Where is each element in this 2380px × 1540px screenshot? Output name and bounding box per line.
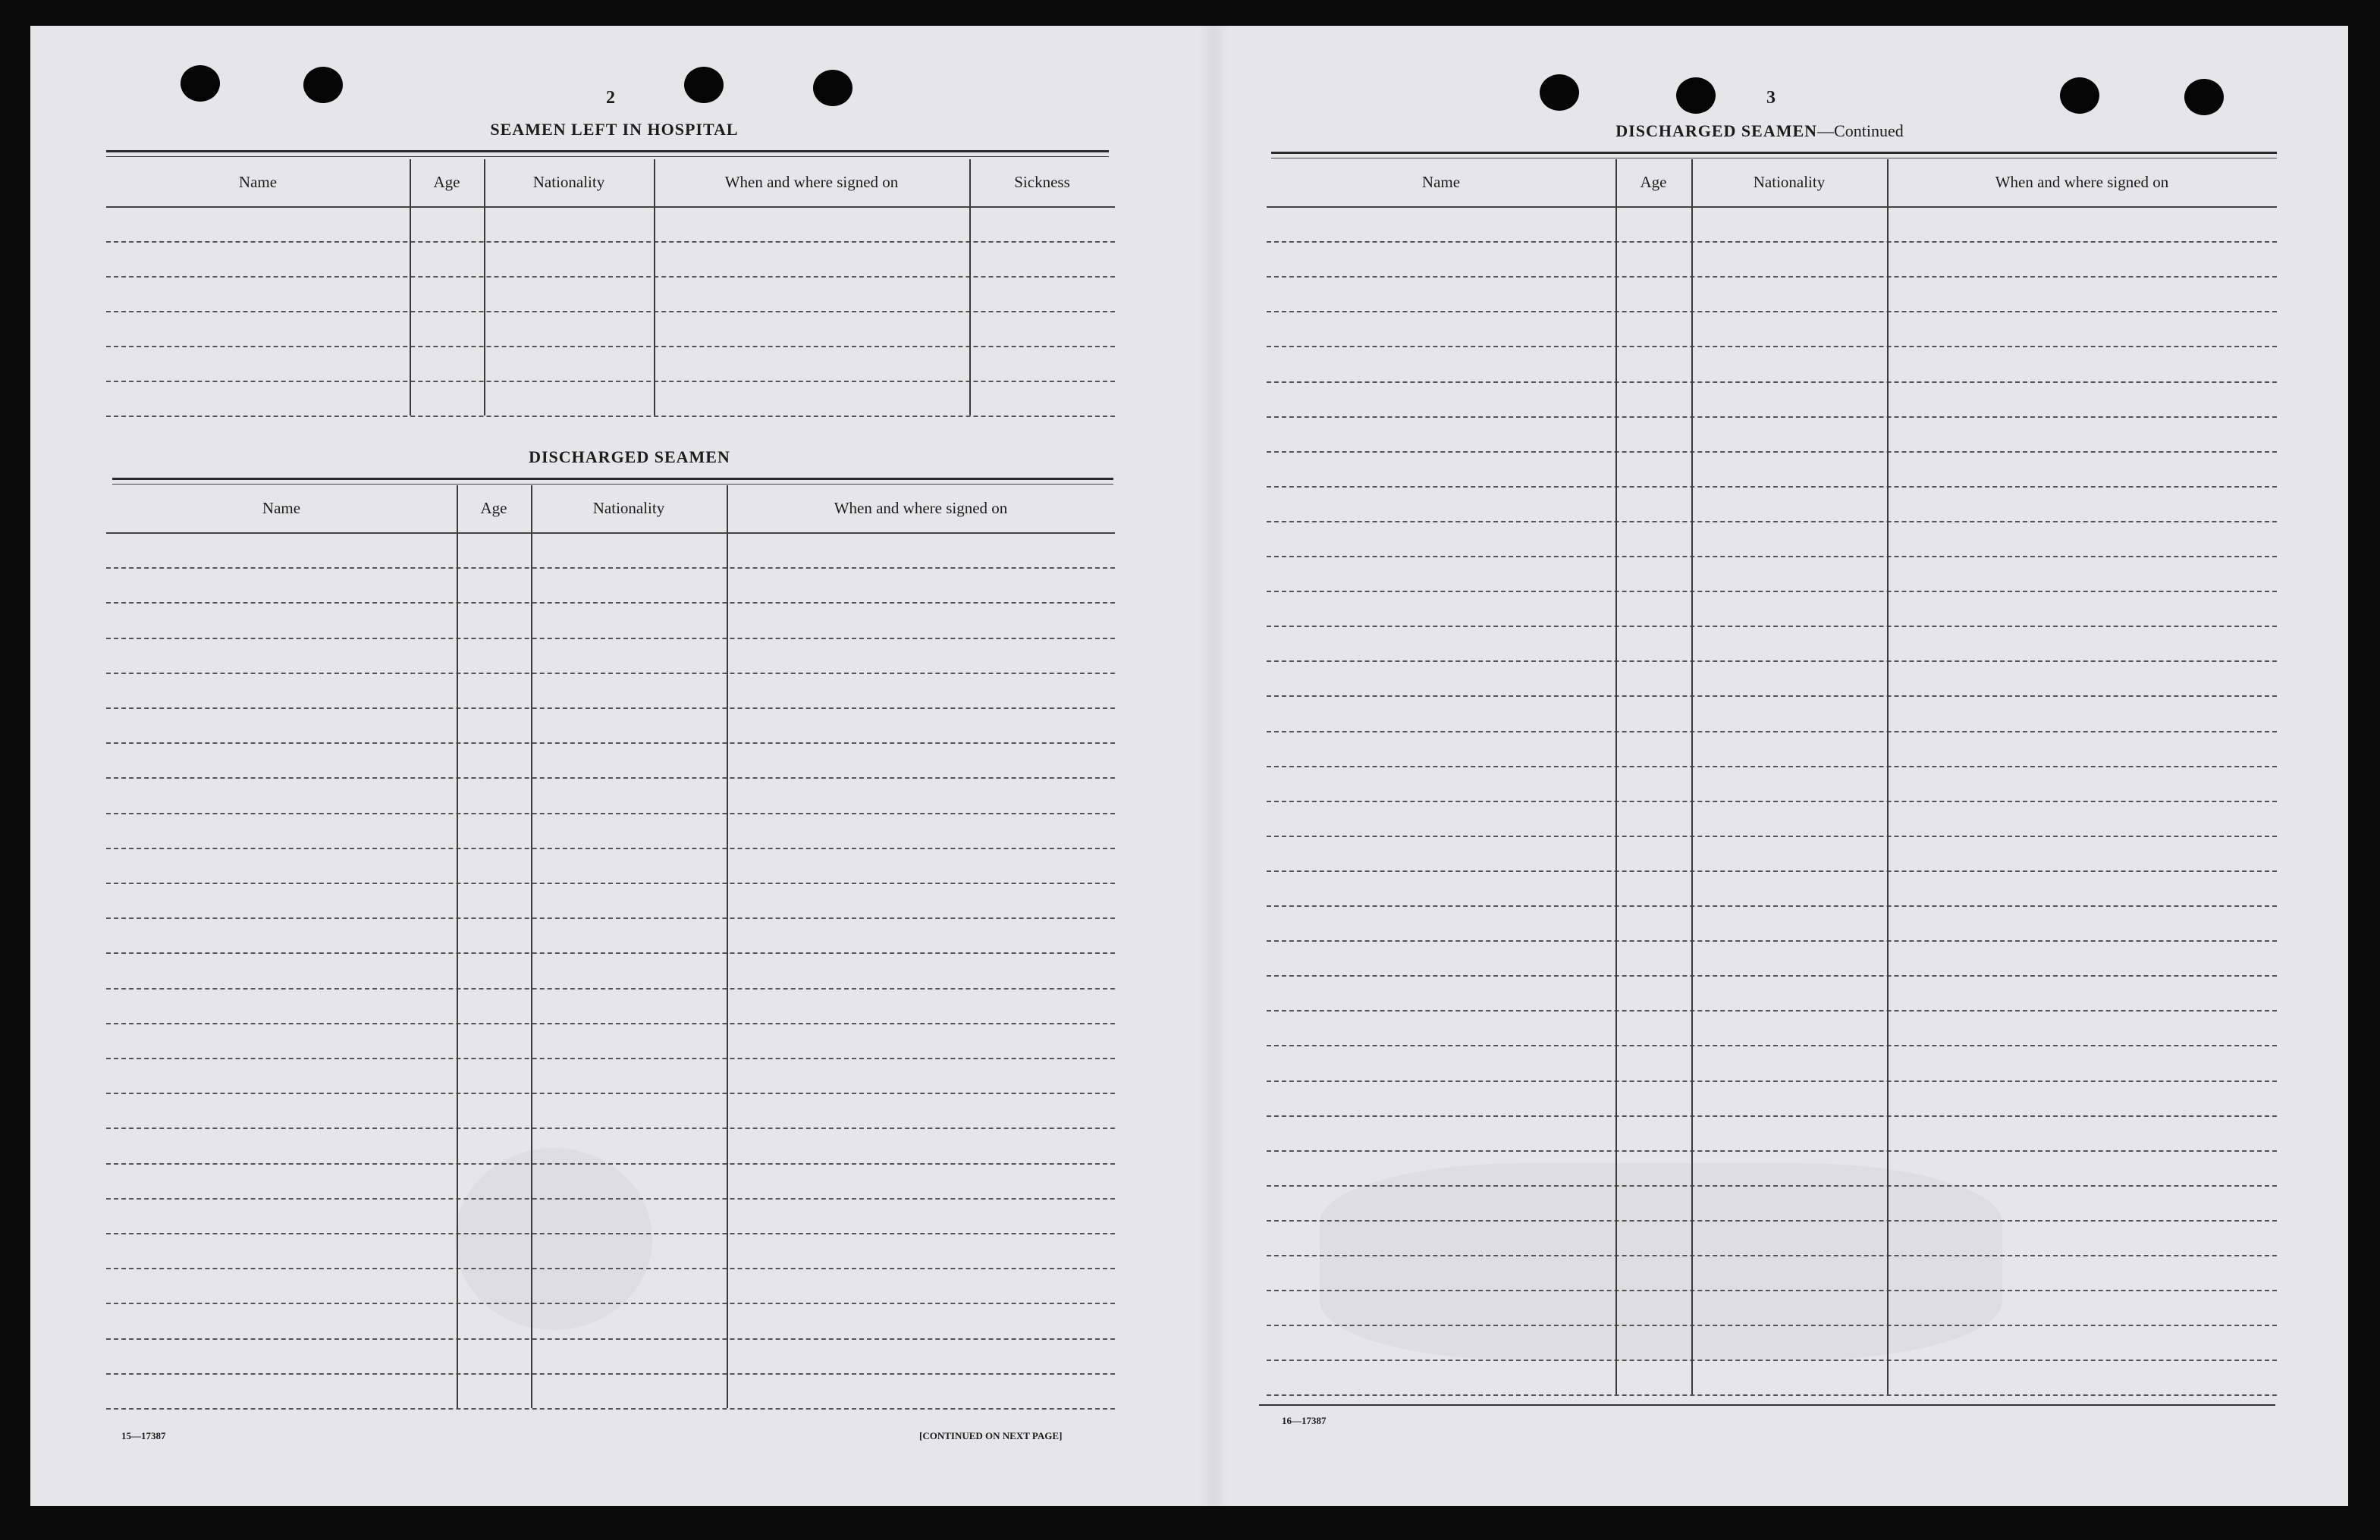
title-rule (106, 150, 1109, 152)
form-number-right: 16—17387 (1282, 1415, 1327, 1426)
table-row-line (106, 1058, 1115, 1059)
table-row-line (1267, 591, 2277, 592)
column-separator (1615, 159, 1617, 1394)
table-row-line (106, 1093, 1115, 1094)
column-header: Age (480, 499, 507, 517)
header-rule (1267, 206, 2277, 208)
punch-hole (1540, 74, 1579, 111)
table-row-line (106, 848, 1115, 849)
table-row-line (106, 1163, 1115, 1165)
table-row-line (106, 1373, 1115, 1375)
table-row-line (1267, 626, 2277, 627)
table-row-line (1267, 276, 2277, 278)
column-separator (654, 159, 655, 416)
table-row-line (1267, 1115, 2277, 1117)
column-separator (531, 485, 532, 1408)
bottom-rule (1259, 1404, 2275, 1406)
column-header: When and where signed on (1995, 173, 2169, 191)
column-separator (1887, 159, 1889, 1394)
column-separator (727, 485, 728, 1408)
column-header: Nationality (532, 173, 605, 191)
column-header: Name (238, 173, 278, 191)
table-row-line (106, 813, 1115, 814)
column-header: Sickness (1014, 173, 1070, 191)
table-row-line (1267, 766, 2277, 767)
table-row-line (1267, 1360, 2277, 1361)
discharged-continued-title-suffix: —Continued (1817, 121, 1904, 140)
column-separator (484, 159, 485, 416)
table-row-line (1267, 521, 2277, 522)
punch-hole (303, 67, 343, 103)
table-row-line (1267, 836, 2277, 837)
title-rule (112, 478, 1113, 480)
table-row-line (1267, 1150, 2277, 1152)
table-row-line (1267, 1185, 2277, 1187)
table-row-line (106, 673, 1115, 674)
table-row-line (106, 381, 1115, 382)
punch-hole (181, 65, 220, 102)
table-row-line (1267, 1045, 2277, 1046)
form-number-left: 15—17387 (121, 1430, 166, 1441)
table-row-line (106, 1268, 1115, 1269)
table-row-line (106, 1233, 1115, 1234)
page-number-left: 2 (606, 88, 615, 108)
table-row-line (106, 241, 1115, 243)
bleed-through-text (1320, 1163, 2002, 1360)
table-row-line (1267, 556, 2277, 557)
table-row-line (106, 952, 1115, 954)
table-row-line (1267, 1010, 2277, 1012)
table-row-line (106, 1128, 1115, 1129)
table-row-line (1267, 1290, 2277, 1291)
column-separator (969, 159, 971, 416)
table-row-line (106, 1198, 1115, 1200)
table-row-line (1267, 975, 2277, 977)
table-row-line (106, 1023, 1115, 1024)
table-row-line (1267, 905, 2277, 907)
punch-hole (2060, 77, 2099, 114)
table-row-line (1267, 695, 2277, 697)
continued-note: [CONTINUED ON NEXT PAGE] (919, 1430, 1063, 1441)
table-row-line (106, 1303, 1115, 1304)
table-row-line (1267, 486, 2277, 488)
column-separator (410, 159, 411, 416)
table-row-line (106, 567, 1115, 569)
table-row-line (1267, 311, 2277, 312)
table-row-line (106, 638, 1115, 639)
table-row-line (106, 416, 1115, 417)
table-row-line (1267, 801, 2277, 802)
table-row-line (106, 917, 1115, 919)
table-row-line (106, 1338, 1115, 1340)
punch-hole (684, 67, 724, 103)
discharged-continued-title (1517, 121, 2002, 141)
table-row-line (1267, 1255, 2277, 1256)
hospital-section-title: SEAMEN LEFT IN HOSPITAL (490, 120, 739, 139)
table-row-line (1267, 870, 2277, 872)
column-header: Name (1421, 173, 1461, 191)
header-rule (106, 206, 1115, 208)
punch-hole (2184, 79, 2224, 115)
table-row-line (106, 742, 1115, 744)
page-number-right: 3 (1766, 88, 1776, 108)
column-separator (457, 485, 458, 1408)
table-row-line (1267, 660, 2277, 662)
discharged-section-title: DISCHARGED SEAMEN (529, 447, 730, 466)
punch-hole (1676, 77, 1716, 114)
page-fold (1198, 26, 1229, 1506)
table-row-line (106, 883, 1115, 884)
title-rule (106, 156, 1109, 157)
table-row-line (1267, 1081, 2277, 1082)
table-row-line (106, 602, 1115, 604)
table-row-line (106, 707, 1115, 709)
table-row-line (1267, 451, 2277, 453)
punch-hole (813, 70, 852, 106)
table-row-line (106, 988, 1115, 990)
table-row-line (106, 1408, 1115, 1410)
table-row-line (1267, 940, 2277, 942)
table-row-line (1267, 1325, 2277, 1326)
column-header: Name (262, 499, 301, 517)
column-header: Age (1640, 173, 1667, 191)
table-row-line (1267, 381, 2277, 383)
column-separator (1691, 159, 1693, 1394)
table-row-line (106, 346, 1115, 347)
table-row-line (1267, 241, 2277, 243)
table-row-line (1267, 1394, 2277, 1396)
table-row-line (106, 311, 1115, 312)
table-row-line (1267, 731, 2277, 732)
column-header: Age (433, 173, 460, 191)
table-row-line (106, 276, 1115, 278)
discharged-continued-title-main: DISCHARGED SEAMEN (1615, 121, 1818, 140)
table-row-line (1267, 346, 2277, 347)
table-row-line (106, 777, 1115, 779)
column-header: Nationality (1753, 173, 1826, 191)
column-header: When and where signed on (834, 499, 1008, 517)
header-rule (106, 532, 1115, 534)
title-rule (112, 484, 1113, 485)
column-header: Nationality (592, 499, 665, 517)
title-rule (1271, 152, 2277, 154)
table-row-line (1267, 1220, 2277, 1222)
column-header: When and where signed on (724, 173, 899, 191)
table-row-line (1267, 416, 2277, 418)
